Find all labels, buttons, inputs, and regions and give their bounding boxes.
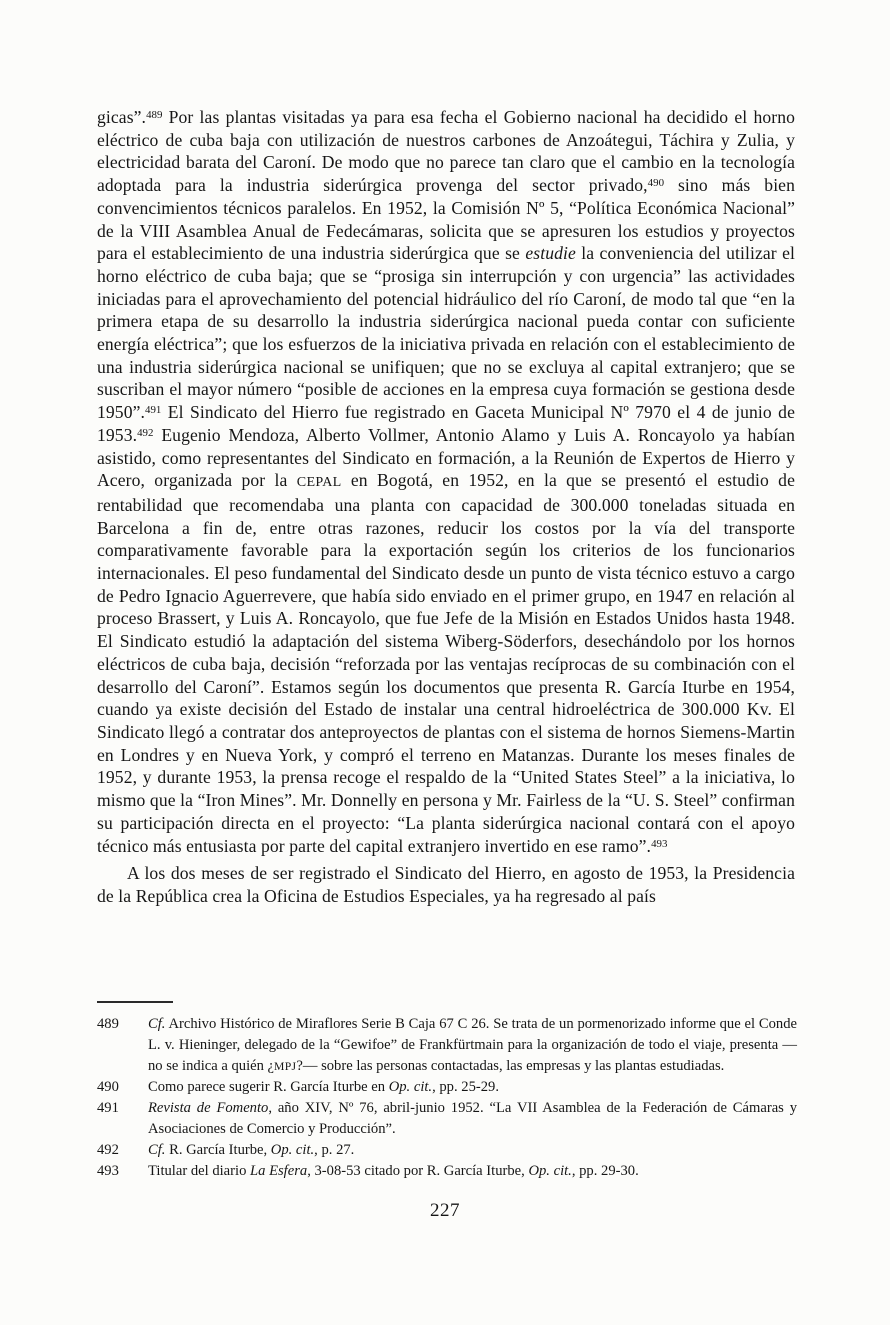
text-run: Archivo Histórico de Miraflores Serie B Caja 67 C 26. Se trata de un pormenorizado informe que el Conde L. v. Hieninger, delegado de la “Gewifoe” de Frankfürtmain para la organización de todo el viaje, presenta —no se indica a quién ¿	[148, 1016, 797, 1074]
footnote-number: 489	[97, 1016, 119, 1032]
text-run: Por las plantas visitadas ya para esa fecha el Gobierno nacional ha decidido el horno eléctrico de cuba baja con utilización de nuestros carbones de Anzoátegui, Táchira y Zulia, y electricidad barata del Caroní. De modo que no parece tan claro que el cambio en la tecnología adoptada para la industria siderúrgica provenga del sector privado,	[97, 107, 795, 196]
text-run: , pp. 25-29.	[432, 1079, 499, 1096]
body-paragraph	[97, 862, 795, 907]
text-run: El Sindicato del Hierro fue registrado en Gaceta Municipal Nº 7970 el 4 de junio de 1953.	[97, 402, 795, 445]
text-run: Op. cit.	[528, 1162, 572, 1179]
body-paragraph	[97, 106, 795, 857]
text-run: estudie	[525, 243, 576, 264]
footnote-text	[148, 1161, 797, 1182]
footnote	[97, 1098, 797, 1140]
text-run: , pp. 29-30.	[571, 1162, 639, 1179]
text-run: La Esfera	[250, 1162, 308, 1179]
text-run: R. García Iturbe,	[165, 1141, 271, 1158]
text-run: Eugenio Mendoza, Alberto Vollmer, Antonio Alamo y Luis A. Roncayolo ya habían asistido, como representantes del Sindicato en formación, a la Reunión de Expertos de Hierro y Acero, organizada por la	[97, 424, 795, 491]
body-text-block	[97, 106, 795, 908]
footnote-ref: 490	[647, 177, 665, 190]
footnote-text	[148, 1140, 797, 1161]
footnote-text	[148, 1014, 797, 1077]
text-run: Op. cit.	[388, 1079, 433, 1096]
text-run: Cf.	[148, 1141, 166, 1158]
page-number: 227	[430, 1200, 460, 1221]
footnote	[97, 1077, 797, 1098]
text-run: Cf.	[148, 1016, 166, 1032]
text-run: MPJ	[274, 1059, 297, 1073]
footnote	[97, 1014, 797, 1077]
footnote-text	[148, 1098, 797, 1140]
footnote-list	[97, 1014, 797, 1181]
footnote-number: 491	[97, 1100, 119, 1117]
footnote-number: 492	[97, 1141, 119, 1158]
text-run: gicas”.	[97, 107, 147, 127]
text-run: la conveniencia del utilizar el horno eléctrico de cuba baja; que se “prosiga sin interrupción y con urgencia” las actividades iniciadas para el aprovechamiento del potencial hidráulico del río Caroní, de modo tal que “en la primera etapa de su desarrollo la industria siderúrgica nacional pueda contar con suficiente energía eléctrica”; que los esfuerzos de la iniciativa privada en relación con el establecimiento de una industria siderúrgica nacional se unifiquen; que no se excluya al capital extranjero; que se suscriban el mayor número “posible de acciones en la empresa cuya formación se gestiona desde 1950”.	[97, 243, 795, 423]
footnote	[97, 1140, 797, 1161]
text-run: A los dos meses de ser registrado el Sindicato del Hierro, en agosto de 1953, la Presidencia de la República crea la Oficina de Estudios Especiales, ya ha regresado al país	[97, 863, 795, 906]
text-run: Como parece sugerir R. García Iturbe en	[148, 1079, 389, 1096]
text-run: Titular del diario	[148, 1162, 251, 1179]
text-run: , año XIV, Nº 76, abril-junio 1952. “La VII Asamblea de la Federación de Cámaras y Asociaciones de Comercio y Producción”.	[148, 1100, 798, 1137]
text-run: en Bogotá, en 1952, en la que se presentó el estudio de rentabilidad que recomendaba una planta con capacidad de 300.000 toneladas situada en Barcelona a fin de, entre otras razones, reducir los costos por la vía del transporte comparativamente favorable para la exportación según los criterios de los funcionarios internacionales. El peso fundamental del Sindicato desde un punto de vista técnico estuvo a cargo de Pedro Ignacio Aguerrevere, que había sido enviado en el primer grupo, en 1947 en relación al proceso Brassert, y Luis A. Roncayolo, que fue Jefe de la Misión en Estados Unidos hasta 1948. El Sindicato estudió la adaptación del sistema Wiberg-Söderfors, desechándolo por los hornos eléctricos de cuba baja, decisión “reforzada por las ventajas recíprocas de su combinación con el desarrollo del Caroní”. Estamos según los documentos que presenta R. García Iturbe en 1954, cuando ya existe decisión del Estado de instalar una central hidroeléctrica de 300.000 Kv. El Sindicato llegó a contratar dos anteproyectos de plantas con el sistema de hornos Siemens-Martin en Londres y en Nueva York, y compró el terreno en Matanzas. Durante los meses finales de 1952, y durante 1953, la prensa recoge el respaldo de la “United States Steel” a la iniciativa, lo mismo que la “Iron Mines”. Mr. Donnelly en persona y Mr. Fairless de la “U. S. Steel” confirman su participación directa en el proyecto: “La planta siderúrgica nacional contará con el apoyo técnico más entusiasta por parte del capital extranjero invertido en ese ramo”.	[97, 470, 795, 856]
footnote-text	[148, 1077, 797, 1098]
footnote-ref: 489	[146, 109, 163, 122]
footnote-number: 493	[97, 1162, 119, 1179]
footnotes-section	[97, 1001, 797, 1181]
text-run: Op. cit.	[270, 1141, 315, 1158]
text-run: Revista de Fomento	[148, 1100, 269, 1117]
text-run: , 3-08-53 citado por R. García Iturbe,	[307, 1162, 529, 1179]
text-run: sino más bien convencimientos técnicos paralelos. En 1952, la Comisión Nº 5, “Política Económica Nacional” de la VIII Asamblea Anual de Fedecámaras, solicita que se apresuren los estudios y proyectos para el establecimiento de una industria siderúrgica que se	[97, 175, 795, 264]
footnote-ref: 492	[137, 426, 154, 439]
footnote	[97, 1161, 797, 1182]
footnote-ref: 493	[651, 837, 668, 850]
text-run: ?— sobre las personas contactadas, las empresas y las plantas estudiadas.	[296, 1057, 725, 1074]
text-run: , p. 27.	[314, 1141, 355, 1158]
footnote-ref: 491	[145, 404, 162, 417]
footnote-number: 490	[97, 1079, 119, 1096]
text-run: CEPAL	[296, 474, 342, 491]
footnote-separator	[97, 1001, 173, 1003]
